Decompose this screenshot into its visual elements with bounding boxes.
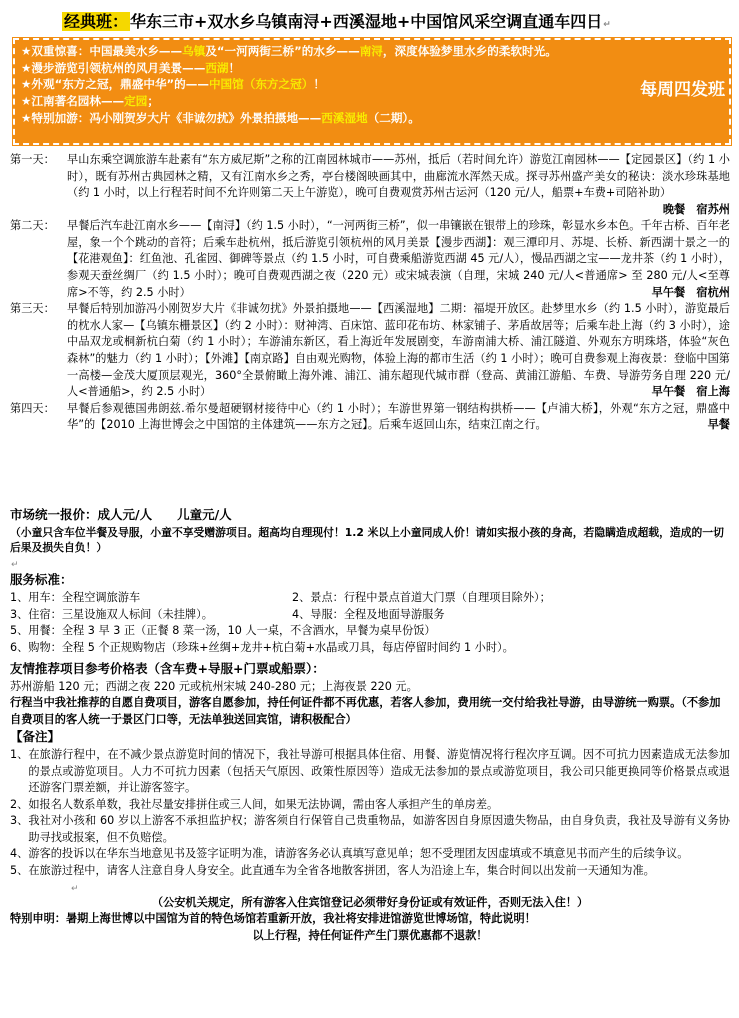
note-item: 3、 我社对小孩和 60 岁以上游客不承担监护权；游客须自行保管自己贵重物品，如游客因自身原因遗失物品，由自身负责，我社及导游有义务协助寻找或报案，但不负赔偿。 [10, 814, 730, 844]
notes-heading: 【备注】 [10, 729, 61, 745]
return-mark-icon: ↵ [603, 20, 611, 30]
meal-lodging: 晚餐 宿苏州 [662, 202, 730, 216]
recommend-policy: 行程当中我社推荐的自愿自费项目，游客自愿参加，持任何证件都不再优惠，若客人参加，费用统一交付给我社导游，由导游统一购票。（不参加自费项目的客人统一于景区门口等，无法单独送回宾馆，请积极配合） [10, 696, 721, 726]
itinerary [10, 152, 730, 434]
day-label: 第一天： [10, 153, 55, 166]
itinerary-day [10, 152, 730, 218]
service-row: 5、用餐：全程 3 早 3 正（正餐 8 菜一汤，10 人一桌，不含酒水，早餐为桌早份饭） [10, 624, 436, 638]
note-item: 5、 在旅游过程中，请客人注意自身人身安全。此直通车为全省各地散客拼团，客人为沿途上车，集合时间以出发前一天通知为准。 [10, 864, 655, 878]
meal-lodging: 早午餐 宿上海 [651, 385, 730, 399]
info-sections [10, 506, 730, 944]
return-mark-icon: ↵ [71, 883, 79, 894]
meal-lodging: 早午餐 宿杭州 [651, 285, 730, 299]
day-label: 第四天： [10, 401, 55, 415]
note-item: 4、 游客的投诉以在华东当地意见书及签字证明为准，请游客务必认真填写意见单；恕不受理团友因虚填或不填意见书而产生的后续争议。 [10, 847, 689, 861]
day-text: 早餐后参观德国弗朗兹.希尔曼超硬钢材接待中心（约 1 小时）；车游世界第一钢结构拱桥——【卢浦大桥】，外观“东方之冠，鼎盛中华”的【2010 上海世博会之中国馆的主体建筑——东方之冠】。后乘车返回山东，结束江南之行。 [67, 401, 730, 432]
recommend-prices: 苏州游船 120 元；西湖之夜 220 元或杭州宋城 240-280 元；上海夜景 220 元。 [10, 679, 418, 693]
banner-line: ★江南著名园林——定园； [21, 94, 159, 109]
banner-line: ★外观“东方之冠，鼎盛中华”的——中国馆（东方之冠）！ [21, 77, 325, 92]
banner-line: ★特别加游：冯小刚贺岁大片《非诚勿扰》外景拍摄地——西溪湿地（二期）。 [21, 110, 420, 125]
police-notice: （公安机关规定，所有游客入住宾馆登记必须带好身份证或有效证件，否则无法入住！） [151, 895, 589, 909]
itinerary-day [10, 301, 730, 400]
title-tag: 经典班： [64, 12, 129, 31]
day-text: 早餐后汽车赴江南水乡——【南浔】（约 1.5 小时），“一河两街三桥”，似一串镶嵌在银带上的珍珠，彰显水乡本色。千年古桥、百年老屋，象一个个跳动的音符；后乘车赴杭州，抵后游览引领杭州的风月美景【漫步西湖】：观三潭印月、苏堤、长桥、新西湖十景之一的【花港观鱼】：红鱼池、孔雀园、御碑等景点（约 1.5 小时，可自费乘船游览西湖 45 元/人），慢品西湖之宝——龙井茶（约 1 小时），参观天蚕丝绸厂（约 1.5 小时）；晚可自费观西湖之夜（220 元）或宋城表演（自理，宋城 240 元/人<普通席> 至 280 元/人<至尊席>不等，约 2.5 小时） [67, 219, 730, 299]
title-text: 华东三市+双水乡乌镇南浔+西溪湿地+中国馆风采空调直通车四日 [130, 12, 603, 31]
service-row: 6、购物：全程 5 个正规购物店（珍珠+丝绸+龙井+杭白菊+水晶或刀具，每店停留时间约 1 小时）。 [10, 640, 514, 654]
day-label: 第三天： [10, 302, 55, 316]
day-text: 早山东乘空调旅游车赴素有“东方威尼斯”之称的江南园林城市——苏州，抵后（若时间允许）游览江南园林——【定园景区】（约 1 小时），既有苏州古典园林之精，又有江南水乡之秀，亭台楼阁映画其中，曲廊流水浑然天成。探寻苏州盛产美女的秘诀：淡水珍珠基地（约 1 小时，以上行程若时间不允许则第二天上午游览），晚可自费观赏苏州古运河（120 元/人，船票+车费+司陪补助） [67, 153, 730, 200]
day-text: 早餐后特别加游冯小刚贺岁大片《非诚勿扰》外景拍摄地——【西溪湿地】二期：福堤开放区。赴梦里水乡（约 1.5 小时），游览最后的枕水人家—【乌镇东栅景区】（约 2 小时）：财神湾、百床馆、蓝印花布坊、林家铺子、茅盾故居等；后乘车赴上海（约 3 小时），途中品双龙或桐新杭白菊（约 1 小时）；车游浦东新区，看上海近年发展剧变，车游南浦大桥、浦江隧道、外观东方明珠塔，体验“灰色森林”的魅力（约 1 小时）；【外滩】【南京路】自由观光购物，体验上海的都市生活（约 1 小时）；晚可自费参观上海夜景：登临中国第一高楼—金茂大厦顶层观光，360°全景俯瞰上海外滩、浦江、浦东超现代城市群（登高、黄浦江游船、车费、导游劳务自理 220 元/人<普通船>，约 2.5 小时） [67, 302, 730, 399]
price-note: （小童只含车位半餐及导服，小童不享受赠游项目。超高均自理现付！1.2 米以上小童同成人价！请如实报小孩的身高，若隐瞒造成超载，造成的一切后果及损失自负！） [10, 525, 724, 555]
price-heading: 市场统一报价：成人元/人 儿童元/人 [10, 507, 232, 522]
special-statement: 特别申明：暑期上海世博以中国馆为首的特色场馆若重新开放，我社将安排进馆游览世博场馆，特此说明！ [10, 912, 536, 926]
service-heading: 服务标准： [10, 572, 73, 588]
meal-lodging: 早餐 [707, 418, 730, 432]
page-title [62, 10, 611, 34]
highlight-banner [13, 38, 731, 145]
service-row: 1、用车：全程空调旅游车 2、景点：行程中景点首道大门票（自理项目除外）； [10, 590, 551, 604]
no-refund-notice: 以上行程，持任何证件产生门票优惠都不退款！ [252, 928, 488, 942]
day-label: 第二天： [10, 219, 55, 233]
service-row: 3、住宿：三星设施双人标间（未挂牌）。 4、导服：全程及地面导游服务 [10, 607, 445, 621]
weekly-departure-label: 每周四发班 [640, 80, 725, 100]
recommend-heading: 友情推荐项目参考价格表（含车费+导服+门票或船票）： [10, 661, 325, 677]
note-item: 1、 在旅游行程中，在不减少景点游览时间的情况下，我社导游可根据具体住宿、用餐、游览情况将行程次序互调。因不可抗力因素造成无法参加的景点或游览项目。人力不可抗力因素（包括天气原因、政策性原因等）造成无法参加的景点或游览项目，我公司只能更换同等价格景点或退还游客门票差额，并让游客签字。 [10, 747, 730, 795]
return-mark-icon: ↵ [11, 560, 19, 571]
itinerary-day [10, 218, 730, 301]
note-item: 2、 如报名人数系单数，我社尽量安排拼住或三人间，如果无法协调，需由客人承担产生的单房差。 [10, 797, 499, 811]
itinerary-day [10, 401, 730, 434]
banner-line: ★漫步游览引领杭州的风月美景——西湖！ [21, 60, 241, 75]
banner-line: ★双重惊喜：中国最美水乡——乌镇及“一河两街三桥”的水乡——南浔，深度体验梦里水乡的柔软时光。 [21, 44, 557, 58]
